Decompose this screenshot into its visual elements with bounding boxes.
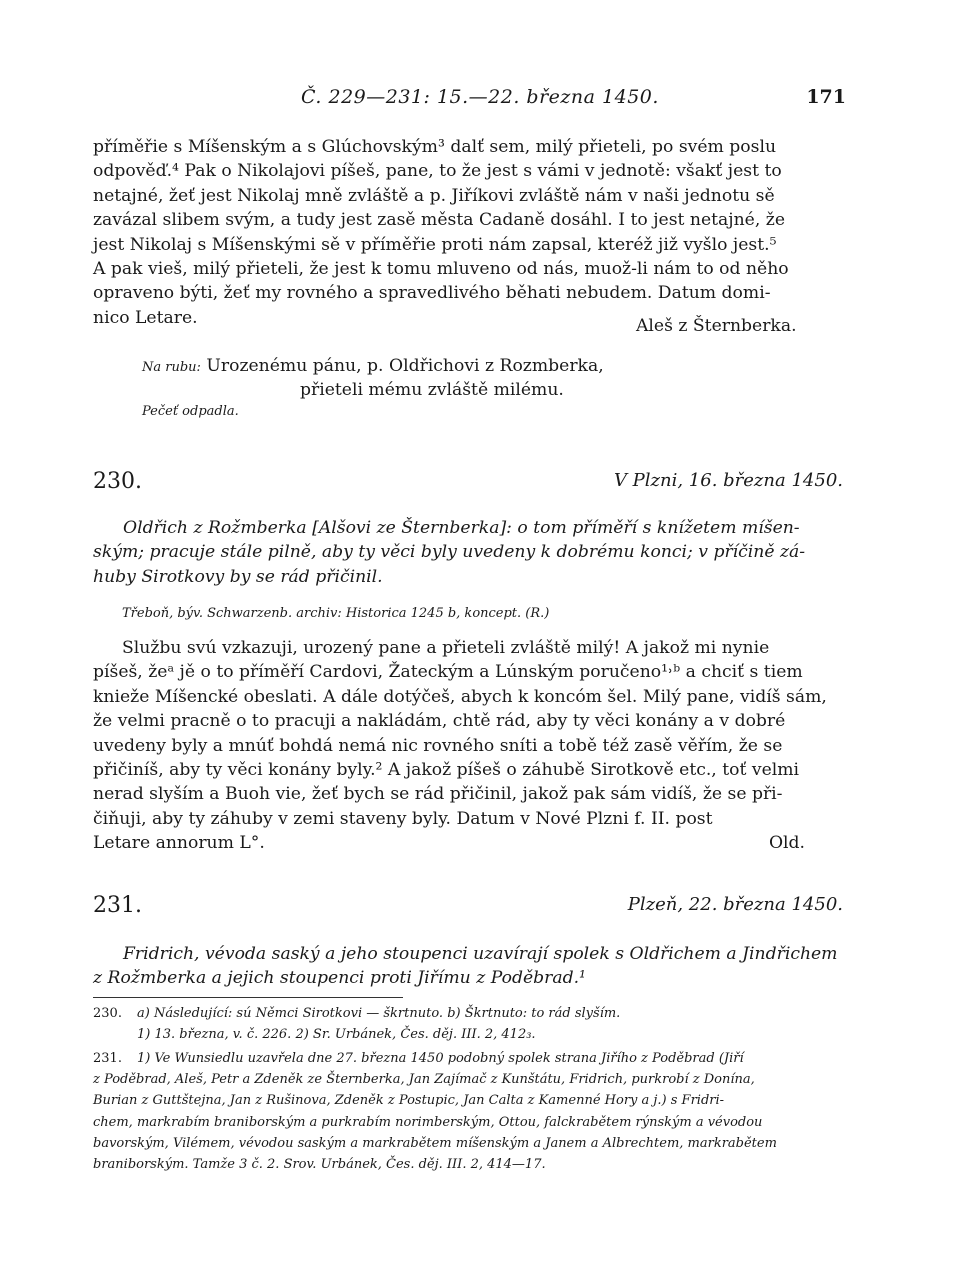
doc229-text — [93, 135, 843, 330]
regest-line: ským; pracuje stále pilně, aby ty věci byly uvedeny k dobrému konci; v příčině zá- — [93, 542, 806, 563]
signature: Aleš z Šternberka. — [636, 316, 797, 336]
text-line: A pak vieš, milý přieteli, že jest k tomu mluveno od nás, muož-li nám to od něho — [93, 259, 789, 280]
closing-left: Letare annorum L°. — [93, 833, 265, 854]
footnote-text: 1) Ve Wunsiedlu uzavřela dne 27. března 1450 podobný spolek strana Jiřího z Poděbrad (Jiří — [137, 1051, 744, 1066]
place-date-230: V Plzni, 16. března 1450. — [613, 470, 843, 491]
footnote-row — [93, 1024, 843, 1045]
footnote-text: chem, markrabím braniborským a purkrabím norimberským, Ottou, falckrabětem rýnským a vévodou — [93, 1114, 763, 1130]
page-number: 171 — [806, 86, 846, 108]
regest-line: huby Sirotkovy by se rád přičinil. — [93, 566, 383, 587]
closing-line — [93, 831, 843, 855]
regest-line: z Rožmberka a jejich stoupenci proti Jiřímu z Poděbrad.¹ — [93, 968, 586, 989]
doc230-text — [93, 636, 843, 856]
text-line: jest Nikolaj s Míšenskými sě v příměřie proti nám zapsal, kteréž již vyšlo jest.⁵ — [93, 234, 777, 255]
address-label: Na rubu: — [142, 360, 201, 375]
text-line: knieže Míšencké obeslati. A dále dotýčeš, abych k koncóm šel. Milý pane, vidíš sám, — [93, 686, 827, 707]
text-line: uvedeny byly a mnúť bohdá nemá nic rovného sníti a tobě též zasě věřím, že se — [93, 735, 783, 756]
footnote-text: a) Následující: sú Němci Sirotkovi — škrtnuto. b) Škrtnuto: to rád slyším. — [137, 1006, 621, 1021]
text-line: příměřie s Míšenským a s Glúchovským³ dalť sem, milý přieteli, po svém poslu — [93, 137, 777, 157]
text-line-last: nico Letare. — [93, 307, 198, 328]
text-line: odpověď.⁴ Pak o Nikolajovi píšeš, pane, to že jest s vámi v jednotě: všakť jest to — [93, 161, 782, 182]
closing-signature: Old. — [768, 833, 805, 854]
doc-number-231: 231. — [93, 893, 142, 918]
footnote-row — [93, 1048, 843, 1069]
address-line-2: přieteli mému zvláště milému. — [300, 380, 564, 400]
text-line: Službu svú vzkazuji, urozený pane a přieteli zvláště milý! A jakož mi nynie — [122, 638, 770, 658]
regest-line: Fridrich, vévoda saský a jeho stoupenci uzavírají spolek s Oldřichem a Jindřichem — [123, 944, 838, 964]
footnote-text: z Poděbrad, Aleš, Petr a Zdeněk ze Šternberka, Jan Zajímač z Kunštátu, Fridrich, purkrobí z Donína, — [93, 1072, 755, 1088]
footnote-number: 230. — [93, 1006, 122, 1021]
footnote-text: braniborským. Tamže 3 č. 2. Srov. Urbánek, Čes. děj. III. 2, 414—17. — [93, 1157, 546, 1173]
text-line: že velmi pracně o to pracuji a nakládám, chtě rád, aby ty věci konány a v dobré — [93, 711, 786, 732]
regest-line: Oldřich z Rožmberka [Alšovi ze Šternberka]: o tom příměří s knížetem míšen- — [123, 518, 800, 538]
text-line: čiňuji, aby ty záhuby v zemi staveny byly. Datum v Nové Plzni f. II. post — [93, 808, 713, 829]
seal-note: Pečeť odpadla. — [142, 404, 239, 419]
text-line: zavázal slibem svým, a tudy jest zasě města Cadaně dosáhl. I to jest netajné, že — [93, 210, 785, 231]
footnote-text: Burian z Guttštejna, Jan z Rušinova, Zdeněk z Postupic, Jan Calta z Kamenné Hory a j.) s Fridri- — [93, 1093, 725, 1109]
running-header: Č. 229—231: 15.—22. března 1450. — [301, 86, 659, 108]
footnote-text: 1) 13. března, v. č. 226. 2) Sr. Urbánek, Čes. děj. III. 2, 412₃. — [137, 1027, 536, 1043]
text-line: netajné, žeť jest Nikolaj mně zvláště a p. Jiříkovi zvláště nám v naši jednotu sě — [93, 185, 775, 206]
text-line: nerad slyším a Buoh vie, žeť bych se rád přičinil, jakož pak sám vidíš, že se při- — [93, 784, 783, 805]
footnote-row — [93, 1003, 843, 1024]
source-230: Třeboň, býv. Schwarzenb. archiv: Historica 1245 b, koncept. (R.) — [122, 606, 550, 621]
footnotes-231 — [93, 1048, 843, 1175]
text-line: píšeš, žeᵃ jě o to příměří Cardovi, Žateckým a Lúnským poručeno¹˒ᵇ a chciť s tiem — [93, 662, 803, 683]
regest-230 — [93, 516, 843, 589]
address-line-1: Urozenému pánu, p. Oldřichovi z Rozmberka, — [206, 356, 604, 376]
footnotes-230 — [93, 1003, 843, 1045]
text-line: přičiníš, aby ty věci konány byly.² A jakož píšeš o záhubě Sirotkově etc., toť velmi — [93, 760, 800, 781]
place-date-231: Plzeň, 22. března 1450. — [627, 894, 843, 915]
text-line: opraveno býti, žeť my rovného a spravedlivého běhati nebudem. Datum domi- — [93, 283, 771, 304]
address-block — [142, 354, 604, 380]
regest-231 — [93, 942, 843, 991]
footnote-number: 231. — [93, 1051, 122, 1066]
doc-number-230: 230. — [93, 469, 142, 494]
footnote-text: bavorským, Vilémem, vévodou saským a markrabětem míšenským a Janem a Albrechtem, markrabětem — [93, 1135, 777, 1151]
footnote-rule — [93, 997, 403, 998]
